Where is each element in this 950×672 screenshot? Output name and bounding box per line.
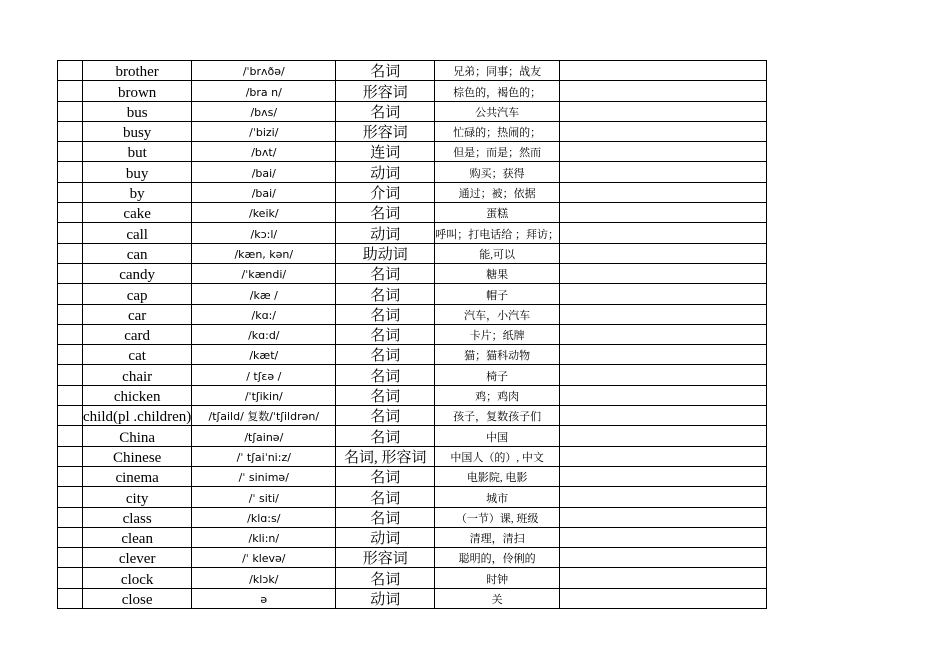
row-marker-cell xyxy=(58,588,83,608)
phonetic-cell xyxy=(192,182,336,202)
phonetic-cell xyxy=(192,324,336,344)
phonetic-cell xyxy=(192,243,336,263)
phonetic-text: /bʌs/ xyxy=(250,105,278,119)
meaning-text: 中国 xyxy=(486,431,509,444)
part-of-speech-text: 助动词 xyxy=(362,246,408,263)
part-of-speech-text: 动词 xyxy=(370,165,401,182)
word-text: city xyxy=(125,490,149,507)
phonetic-cell xyxy=(192,142,336,162)
word-cell xyxy=(83,284,192,304)
row-marker-cell xyxy=(58,406,83,426)
empty-cell xyxy=(560,223,767,243)
word-cell xyxy=(83,568,192,588)
row-marker-cell xyxy=(58,487,83,507)
meaning-text: 但是；而是；然而 xyxy=(453,147,542,160)
word-cell xyxy=(83,182,192,202)
meaning-cell xyxy=(435,385,560,405)
word-cell xyxy=(83,527,192,547)
meaning-cell xyxy=(435,142,560,162)
phonetic-cell xyxy=(192,527,336,547)
empty-cell xyxy=(560,304,767,324)
part-of-speech-cell xyxy=(336,223,435,243)
meaning-text: 糖果 xyxy=(486,269,509,282)
phonetic-text: /ˈ tʃaiˈni:z/ xyxy=(236,450,291,464)
meaning-cell xyxy=(435,162,560,182)
word-cell xyxy=(83,101,192,121)
part-of-speech-cell xyxy=(336,101,435,121)
part-of-speech-text: 名词 xyxy=(370,571,401,588)
part-of-speech-cell xyxy=(336,142,435,162)
word-cell xyxy=(83,548,192,568)
empty-cell xyxy=(560,568,767,588)
meaning-cell xyxy=(435,527,560,547)
phonetic-cell xyxy=(192,385,336,405)
vocab-row xyxy=(58,203,767,223)
word-text: chair xyxy=(122,368,153,385)
word-text: cake xyxy=(123,206,151,223)
meaning-text: 孩子，复数孩子们 xyxy=(453,411,542,424)
meaning-cell xyxy=(435,568,560,588)
meaning-cell xyxy=(435,548,560,568)
meaning-cell xyxy=(435,487,560,507)
part-of-speech-cell xyxy=(336,568,435,588)
word-cell xyxy=(83,588,192,608)
vocab-row xyxy=(58,507,767,527)
part-of-speech-text: 介词 xyxy=(370,186,401,203)
word-text: car xyxy=(127,307,147,324)
meaning-cell xyxy=(435,182,560,202)
meaning-cell xyxy=(435,446,560,466)
meaning-cell xyxy=(435,304,560,324)
empty-cell xyxy=(560,243,767,263)
phonetic-cell xyxy=(192,101,336,121)
meaning-cell xyxy=(435,466,560,486)
vocab-row xyxy=(58,162,767,182)
part-of-speech-text: 名词 xyxy=(370,470,401,487)
empty-cell xyxy=(560,345,767,365)
meaning-text: 中国人（的）, 中文 xyxy=(450,451,544,464)
meaning-cell xyxy=(435,61,560,81)
part-of-speech-text: 形容词 xyxy=(362,84,408,101)
row-marker-cell xyxy=(58,263,83,283)
phonetic-cell xyxy=(192,466,336,486)
word-cell xyxy=(83,406,192,426)
part-of-speech-cell xyxy=(336,324,435,344)
vocab-row xyxy=(58,365,767,385)
vocab-row xyxy=(58,284,767,304)
word-cell xyxy=(83,507,192,527)
empty-cell xyxy=(560,507,767,527)
part-of-speech-cell xyxy=(336,243,435,263)
phonetic-text: /ˈbizi/ xyxy=(249,126,279,140)
row-marker-cell xyxy=(58,345,83,365)
row-marker-cell xyxy=(58,365,83,385)
vocab-row xyxy=(58,548,767,568)
empty-cell xyxy=(560,263,767,283)
part-of-speech-text: 连词 xyxy=(370,145,401,162)
word-cell xyxy=(83,243,192,263)
part-of-speech-cell xyxy=(336,121,435,141)
empty-cell xyxy=(560,203,767,223)
meaning-cell xyxy=(435,203,560,223)
phonetic-text: /klɔk/ xyxy=(249,572,279,586)
row-marker-cell xyxy=(58,304,83,324)
meaning-text: 通过；被；依据 xyxy=(458,188,536,201)
part-of-speech-text: 名词 xyxy=(370,368,401,385)
word-cell xyxy=(83,426,192,446)
part-of-speech-cell xyxy=(336,426,435,446)
word-text: China xyxy=(119,429,156,446)
phonetic-text: /ˈ siti/ xyxy=(248,491,279,505)
vocab-row xyxy=(58,385,767,405)
part-of-speech-text: 名词 xyxy=(370,490,401,507)
row-marker-cell xyxy=(58,182,83,202)
phonetic-text: /ˈkændi/ xyxy=(241,268,287,282)
phonetic-text: /ˈ klevə/ xyxy=(242,552,286,566)
word-text: clever xyxy=(118,551,156,568)
row-marker-cell xyxy=(58,446,83,466)
vocab-row xyxy=(58,324,767,344)
word-text: can xyxy=(126,246,148,263)
empty-cell xyxy=(560,527,767,547)
meaning-cell xyxy=(435,101,560,121)
empty-cell xyxy=(560,61,767,81)
meaning-text: 鸡；鸡肉 xyxy=(475,391,520,404)
word-text: buy xyxy=(125,165,149,182)
part-of-speech-cell xyxy=(336,162,435,182)
meaning-text: （一节）课, 班级 xyxy=(455,512,539,525)
meaning-cell xyxy=(435,223,560,243)
phonetic-cell xyxy=(192,121,336,141)
phonetic-cell xyxy=(192,406,336,426)
word-text: cinema xyxy=(115,470,159,487)
phonetic-cell xyxy=(192,223,336,243)
word-cell xyxy=(83,121,192,141)
phonetic-text: /kɑ:/ xyxy=(251,308,277,322)
row-marker-cell xyxy=(58,385,83,405)
vocab-row xyxy=(58,345,767,365)
phonetic-text: /keik/ xyxy=(249,207,279,221)
vocab-row xyxy=(58,466,767,486)
row-marker-cell xyxy=(58,101,83,121)
phonetic-cell xyxy=(192,263,336,283)
empty-cell xyxy=(560,406,767,426)
part-of-speech-text: 名词 xyxy=(370,409,401,426)
meaning-cell xyxy=(435,406,560,426)
vocab-row xyxy=(58,142,767,162)
phonetic-cell xyxy=(192,487,336,507)
vocab-row xyxy=(58,304,767,324)
phonetic-cell xyxy=(192,568,336,588)
empty-cell xyxy=(560,121,767,141)
part-of-speech-text: 名词 xyxy=(370,510,401,527)
meaning-text: 卡片；纸牌 xyxy=(469,330,525,343)
phonetic-cell xyxy=(192,588,336,608)
meaning-text: 公共汽车 xyxy=(475,106,520,119)
empty-cell xyxy=(560,365,767,385)
word-cell xyxy=(83,81,192,101)
row-marker-cell xyxy=(58,162,83,182)
part-of-speech-text: 名词 xyxy=(370,64,401,81)
vocab-row xyxy=(58,223,767,243)
vocab-row xyxy=(58,568,767,588)
vocab-row xyxy=(58,263,767,283)
row-marker-cell xyxy=(58,527,83,547)
meaning-cell xyxy=(435,243,560,263)
word-cell xyxy=(83,61,192,81)
vocab-row xyxy=(58,446,767,466)
word-text: child(pl .children) xyxy=(83,409,192,426)
part-of-speech-text: 名词 xyxy=(370,267,401,284)
phonetic-cell xyxy=(192,61,336,81)
phonetic-cell xyxy=(192,507,336,527)
meaning-text: 能,可以 xyxy=(479,248,516,261)
word-text: close xyxy=(121,592,153,609)
part-of-speech-text: 形容词 xyxy=(362,551,408,568)
vocab-row xyxy=(58,182,767,202)
phonetic-text: /kɑ:d/ xyxy=(248,329,280,343)
phonetic-cell xyxy=(192,446,336,466)
empty-cell xyxy=(560,385,767,405)
word-cell xyxy=(83,345,192,365)
part-of-speech-cell xyxy=(336,507,435,527)
word-text: candy xyxy=(119,267,156,284)
part-of-speech-cell xyxy=(336,365,435,385)
vocab-row xyxy=(58,121,767,141)
word-text: by xyxy=(129,186,145,203)
phonetic-text: /bʌt/ xyxy=(251,146,277,160)
empty-cell xyxy=(560,101,767,121)
phonetic-text: /kæ / xyxy=(249,288,278,302)
word-cell xyxy=(83,162,192,182)
meaning-text: 帽子 xyxy=(486,289,509,302)
phonetic-cell xyxy=(192,162,336,182)
phonetic-text: /kli:n/ xyxy=(248,532,280,546)
phonetic-text: /kæn, kən/ xyxy=(234,247,294,261)
empty-cell xyxy=(560,81,767,101)
vocab-row xyxy=(58,243,767,263)
part-of-speech-text: 名词 xyxy=(370,328,401,345)
meaning-cell xyxy=(435,507,560,527)
empty-cell xyxy=(560,182,767,202)
empty-cell xyxy=(560,548,767,568)
meaning-cell xyxy=(435,284,560,304)
row-marker-cell xyxy=(58,507,83,527)
word-text: card xyxy=(124,328,151,345)
part-of-speech-cell xyxy=(336,182,435,202)
meaning-cell xyxy=(435,81,560,101)
word-text: cat xyxy=(128,348,146,365)
word-cell xyxy=(83,223,192,243)
vocab-row xyxy=(58,527,767,547)
meaning-text: 椅子 xyxy=(486,370,509,383)
word-cell xyxy=(83,142,192,162)
word-text: but xyxy=(127,145,147,162)
meaning-cell xyxy=(435,324,560,344)
phonetic-text: /bai/ xyxy=(251,187,276,201)
phonetic-cell xyxy=(192,426,336,446)
empty-cell xyxy=(560,446,767,466)
part-of-speech-text: 名词 xyxy=(370,307,401,324)
meaning-cell xyxy=(435,426,560,446)
empty-cell xyxy=(560,162,767,182)
row-marker-cell xyxy=(58,284,83,304)
word-cell xyxy=(83,385,192,405)
phonetic-cell xyxy=(192,81,336,101)
meaning-text: 时钟 xyxy=(486,573,509,586)
meaning-text: 棕色的，褐色的； xyxy=(453,86,542,99)
meaning-text: 城市 xyxy=(486,492,509,505)
meaning-cell xyxy=(435,345,560,365)
vocab-row xyxy=(58,406,767,426)
part-of-speech-cell xyxy=(336,406,435,426)
word-text: brother xyxy=(115,64,159,81)
phonetic-text: ə xyxy=(260,593,268,607)
row-marker-cell xyxy=(58,548,83,568)
word-cell xyxy=(83,466,192,486)
part-of-speech-cell xyxy=(336,203,435,223)
row-marker-cell xyxy=(58,121,83,141)
meaning-text: 清理，清扫 xyxy=(469,533,525,546)
phonetic-text: /ˈbrʌðə/ xyxy=(242,65,285,79)
empty-cell xyxy=(560,588,767,608)
meaning-text: 购买；获得 xyxy=(469,167,525,180)
word-text: clock xyxy=(120,571,154,588)
phonetic-text: / tʃɛə / xyxy=(246,369,282,383)
part-of-speech-cell xyxy=(336,304,435,324)
part-of-speech-text: 形容词 xyxy=(362,125,408,142)
word-text: Chinese xyxy=(112,449,162,466)
row-marker-cell xyxy=(58,203,83,223)
word-cell xyxy=(83,365,192,385)
phonetic-text: /kɔ:l/ xyxy=(250,227,278,241)
phonetic-text: /ˈtʃikin/ xyxy=(244,390,283,404)
word-cell xyxy=(83,263,192,283)
row-marker-cell xyxy=(58,426,83,446)
vocab-row xyxy=(58,101,767,121)
vocab-row xyxy=(58,81,767,101)
part-of-speech-text: 动词 xyxy=(370,592,401,609)
part-of-speech-text: 名词 xyxy=(370,429,401,446)
meaning-text: 呼叫；打电话给 ；拜访； xyxy=(435,228,560,241)
part-of-speech-cell xyxy=(336,548,435,568)
part-of-speech-text: 名词 xyxy=(370,104,401,121)
vocab-row xyxy=(58,487,767,507)
empty-cell xyxy=(560,324,767,344)
part-of-speech-cell xyxy=(336,61,435,81)
empty-cell xyxy=(560,466,767,486)
vocab-row xyxy=(58,426,767,446)
part-of-speech-cell xyxy=(336,345,435,365)
phonetic-text: /bai/ xyxy=(251,166,276,180)
empty-cell xyxy=(560,487,767,507)
row-marker-cell xyxy=(58,142,83,162)
word-cell xyxy=(83,304,192,324)
word-text: bus xyxy=(126,104,148,121)
part-of-speech-cell xyxy=(336,588,435,608)
meaning-text: 电影院, 电影 xyxy=(466,472,528,485)
meaning-cell xyxy=(435,588,560,608)
meaning-text: 兄弟；同事；战友 xyxy=(453,66,542,79)
part-of-speech-text: 名词 xyxy=(370,287,401,304)
part-of-speech-text: 动词 xyxy=(370,531,401,548)
phonetic-cell xyxy=(192,304,336,324)
vocab-row xyxy=(58,588,767,608)
part-of-speech-cell xyxy=(336,527,435,547)
meaning-text: 蛋糕 xyxy=(486,208,509,221)
part-of-speech-cell xyxy=(336,446,435,466)
row-marker-cell xyxy=(58,324,83,344)
phonetic-text: /kæt/ xyxy=(249,349,279,363)
meaning-text: 汽车，小汽车 xyxy=(464,309,531,322)
word-text: brown xyxy=(117,84,157,101)
row-marker-cell xyxy=(58,223,83,243)
part-of-speech-cell xyxy=(336,466,435,486)
row-marker-cell xyxy=(58,61,83,81)
vocab-row xyxy=(58,61,767,81)
part-of-speech-cell xyxy=(336,263,435,283)
word-text: call xyxy=(126,226,148,243)
empty-cell xyxy=(560,426,767,446)
phonetic-text: /bra n/ xyxy=(245,85,282,99)
row-marker-cell xyxy=(58,568,83,588)
part-of-speech-text: 名词, 形容词 xyxy=(344,449,427,466)
empty-cell xyxy=(560,284,767,304)
meaning-cell xyxy=(435,263,560,283)
word-text: chicken xyxy=(113,389,161,406)
word-text: cap xyxy=(126,287,148,304)
phonetic-text: /klɑ:s/ xyxy=(247,511,281,525)
word-text: busy xyxy=(122,125,152,142)
meaning-text: 忙碌的；热闹的； xyxy=(453,127,542,140)
meaning-text: 聪明的，伶俐的 xyxy=(458,553,536,566)
phonetic-text: /ˈ sinimə/ xyxy=(238,471,289,485)
part-of-speech-text: 名词 xyxy=(370,348,401,365)
phonetic-cell xyxy=(192,365,336,385)
phonetic-cell xyxy=(192,548,336,568)
part-of-speech-cell xyxy=(336,487,435,507)
phonetic-cell xyxy=(192,345,336,365)
row-marker-cell xyxy=(58,466,83,486)
phonetic-text: /tʃaild/ 复数/ˈtʃildrən/ xyxy=(208,410,320,424)
part-of-speech-cell xyxy=(336,81,435,101)
meaning-cell xyxy=(435,365,560,385)
row-marker-cell xyxy=(58,81,83,101)
meaning-text: 猫；猫科动物 xyxy=(464,350,531,363)
row-marker-cell xyxy=(58,243,83,263)
word-cell xyxy=(83,487,192,507)
word-text: clean xyxy=(121,531,153,548)
word-cell xyxy=(83,203,192,223)
phonetic-text: /tʃainə/ xyxy=(244,430,284,444)
part-of-speech-cell xyxy=(336,385,435,405)
part-of-speech-text: 名词 xyxy=(370,389,401,406)
vocabulary-rows xyxy=(58,61,767,609)
word-cell xyxy=(83,324,192,344)
part-of-speech-text: 动词 xyxy=(370,226,401,243)
word-text: class xyxy=(122,510,152,527)
meaning-text: 关 xyxy=(491,594,503,607)
part-of-speech-cell xyxy=(336,284,435,304)
word-cell xyxy=(83,446,192,466)
phonetic-cell xyxy=(192,284,336,304)
vocabulary-table xyxy=(57,60,767,609)
phonetic-cell xyxy=(192,203,336,223)
empty-cell xyxy=(560,142,767,162)
part-of-speech-text: 名词 xyxy=(370,206,401,223)
meaning-cell xyxy=(435,121,560,141)
